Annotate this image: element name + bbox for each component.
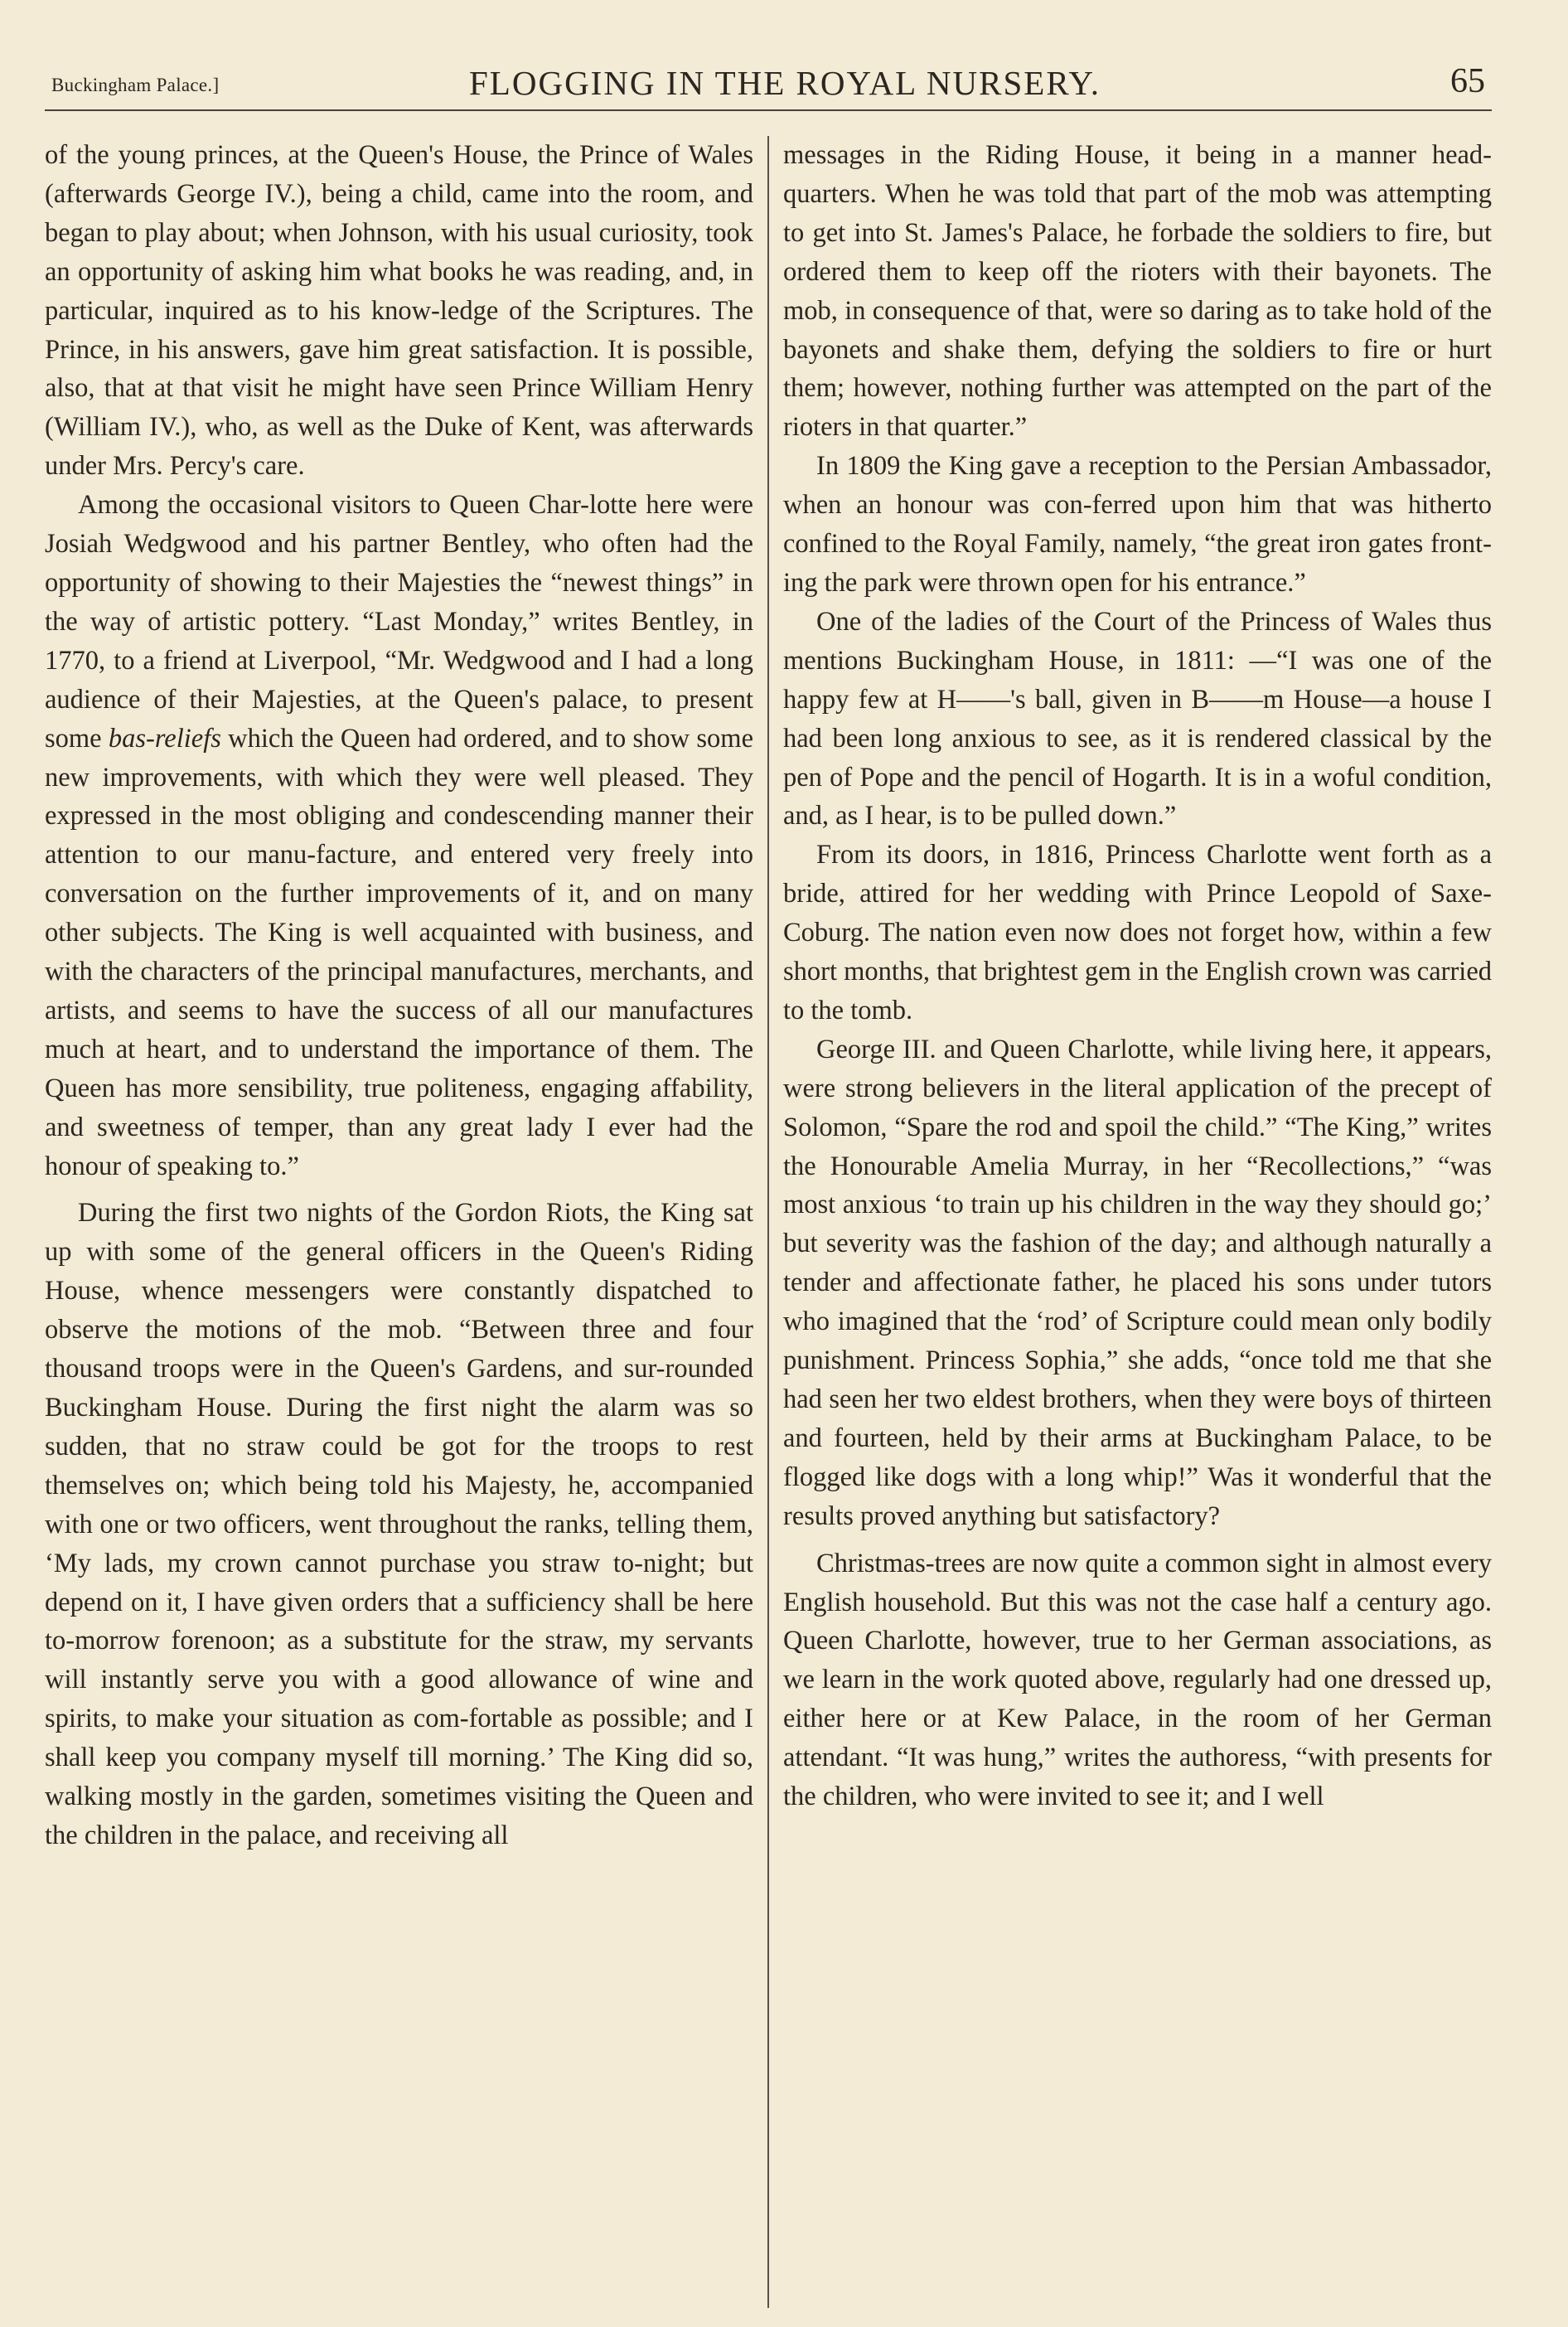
italic-term: bas-reliefs — [108, 723, 221, 754]
paragraph: George III. and Queen Charlotte, while living here, it appears, were strong believers in the literal application of the precept of Solomon, “Spare the rod and spoil the child.” “The King,” writes the Honourable Amelia Murray, in her “Recollections,” “was most anxious ‘to train up his children in the way they should go;’ but severity was the fashion of the day; and although naturally a tender and affectionate father, he placed his sons under tutors who imagined that the ‘rod’ of Scripture could mean only bodily punishment. Princess Sophia,” she adds, “once told me that she had seen her two eldest brothers, when they were boys of thirteen and fourteen, held by their arms at Buckingham Palace, to be flogged like dogs with a long whip!” Was it wonderful that the results proved anything but satisfactory? — [783, 1034, 1492, 1531]
text-columns — [45, 136, 1492, 2312]
paragraph: From its doors, in 1816, Princess Charlotte went forth as a bride, attired for her wedding with Prince Leopold of Saxe-Coburg. The nation even now does not forget how, within a few short months, that brightest gem in the English crown was carried to the tomb. — [783, 840, 1492, 1025]
paragraph: messages in the Riding House, it being in a manner head-quarters. When he was told that part of the mob was attempting to get into St. James's Palace, he forbade the soldiers to fire, but ordered them to keep off the rioters with their bayonets. The mob, in consequence of that, were so daring as to take hold of the bayonets and shake them, defying the soldiers to fire or hurt them; however, nothing further was attempted on the part of the rioters in that quarter.” — [783, 140, 1492, 443]
paragraph: of the young princes, at the Queen's House, the Prince of Wales (afterwards George IV.), being a child, came into the room, and began to play about; when Johnson, with his usual curiosity, took an opportunity of asking him what books he was reading, and, in particular, inquired as to his know-ledge of the Scriptures. The Prince, in his answers, gave him great satisfaction. It is possible, also, that at that visit he might have seen Prince William Henry (William IV.), who, as well as the Duke of Kent, was afterwards under Mrs. Percy's care. — [45, 140, 753, 482]
running-header — [45, 60, 1492, 111]
right-column — [769, 136, 1492, 2312]
paragraph — [45, 486, 753, 1185]
page-number: 65 — [1450, 62, 1485, 100]
paragraph: During the first two nights of the Gordon Riots, the King sat up with some of the general officers in the Queen's Riding House, whence messengers were constantly dispatched to observe the motions of the mob. “Between three and four thousand troops were in the Queen's Gardens, and sur-rounded Buckingham House. During the first night the alarm was so sudden, that no straw could be got for the troops to rest themselves on; which being told his Majesty, he, accompanied with one or two officers, went throughout the ranks, telling them, ‘My lads, my crown cannot purchase you straw to-night; but depend on it, I have given orders that a sufficiency shall be here to-morrow forenoon; as a substitute for the straw, my servants will instantly serve you with a good allowance of wine and spirits, to make your situation as com-fortable as possible; and I shall keep you company myself till morning.’ The King did so, walking mostly in the garden, sometimes visiting the Queen and the children in the palace, and receiving all — [45, 1198, 753, 1850]
paragraph: In 1809 the King gave a reception to the Persian Ambassador, when an honour was con-ferred upon him that was hitherto confined to the Royal Family, namely, “the great iron gates front-ing the park were thrown open for his entrance.” — [783, 451, 1492, 598]
left-column — [45, 136, 767, 2312]
paragraph-text: Among the occasional visitors to Queen Char-lotte here were Josiah Wedgwood and his partner Bentley, who often had the opportunity of showing to their Majesties the “newest things” in the way of artistic pottery. “Last Monday,” writes Bentley, in 1770, to a friend at Liverpool, “Mr. Wedgwood and I had a long audience of their Majesties, at the Queen's palace, to present some — [45, 490, 753, 754]
paragraph: One of the ladies of the Court of the Princess of Wales thus mentions Buckingham House, in 1811: —“I was one of the happy few at H——'s ball, given in B——m House—a house I had been long anxious to see, as it is rendered classical by the pen of Pope and the pencil of Hogarth. It is in a woful condition, and, as I hear, is to be pulled down.” — [783, 606, 1492, 831]
paragraph-text: which the Queen had ordered, and to show some new improvements, with which they were well pleased. They expressed in the most obliging and condescending manner their attention to our manu-facture, and entered very freely into conversation on the further improvements of it, and on many other subjects. The King is well acquainted with business, and with the characters of the principal manufactures, merchants, and artists, and seems to have the success of all our manufactures much at heart, and to understand the importance of them. The Queen has more sensibility, true politeness, engaging affability, and sweetness of temper, than any great lady I ever had the honour of speaking to.” — [45, 723, 753, 1181]
page-title: FLOGGING IN THE ROYAL NURSERY. — [469, 64, 1101, 102]
section-label: Buckingham Palace.] — [51, 75, 220, 95]
paragraph: Christmas-trees are now quite a common sight in almost every English household. But this was not the case half a century ago. Queen Charlotte, however, true to her German associations, as we learn in the work quoted above, regularly had one dressed up, either here or at Kew Palace, in the room of her German attendant. “It was hung,” writes the authoress, “with presents for the children, who were invited to see it; and I well — [783, 1548, 1492, 1812]
